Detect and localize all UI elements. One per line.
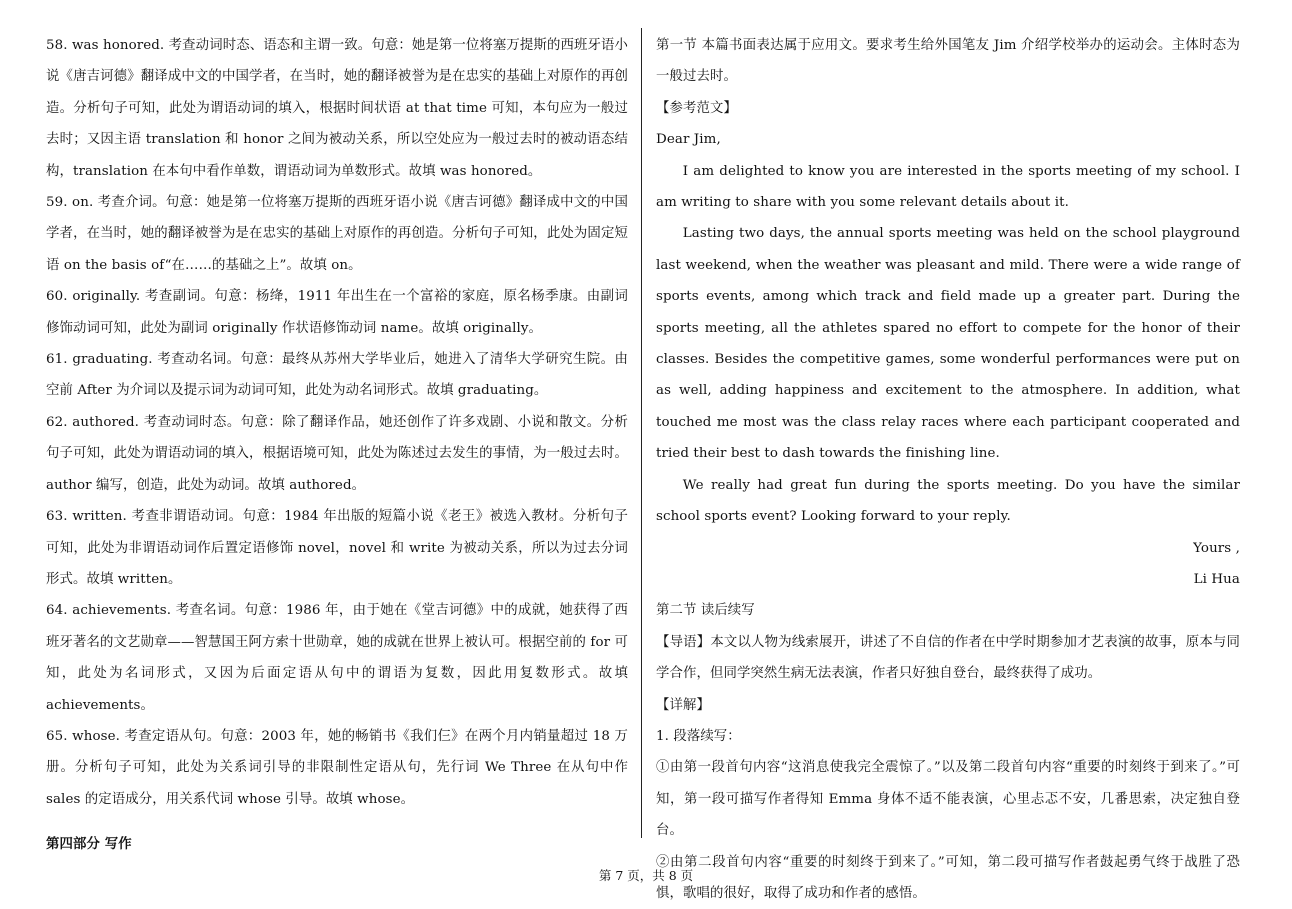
letter-closing: Yours , xyxy=(1193,540,1240,556)
detail-item-1: 1. 段落续写： xyxy=(656,728,741,744)
answer-63: 63. written. 考查非谓语动词。句意：1984 年出版的短篇小说《老王》被选入教材。分析句子可知，此处为非谓语动词作后置定语修饰 novel，novel 和 write 为被动关系，所以为过去分词形式。故填 written。 xyxy=(46,509,628,587)
detail-label: 【详解】 xyxy=(656,697,710,713)
answer-58: 58. was honored. 考查动词时态、语态和主谓一致。句意：她是第一位将塞万提斯的西班牙语小说《唐吉诃德》翻译成中文的中国学者，在当时，她的翻译被誉为是在忠实的基础上对原作的再创造。分析句子可知，此处为谓语动词的填入，根据时间状语 at that time 可知，本句应为一般过去时；又因主语 translation 和 honor 之间为被动关系，所以空处应为一般过去时的被动语态结构，translation 在本句中看作单数，谓语动词为单数形式。故填 was honored。 xyxy=(46,38,628,179)
section2-title: 第二节 读后续写 xyxy=(656,603,755,619)
page-footer: 第 7 页，共 8 页 xyxy=(598,868,694,883)
detail-point-2: ②由第二段首句内容“重要的时刻终于到来了。”可知，第二段可描写作者鼓起勇气终于战胜了恐惧，歌唱的很好，取得了成功和作者的感悟。 xyxy=(656,854,1240,901)
letter-paragraph-2: Lasting two days, the annual sports meeting was held on the school playground last weekend, when the weather was pleasant and mild. There were a wide range of sports events, among which track and field made up a greater part. During the sports meeting, all the athletes spared no effort to compete for the honor of their classes. Besides the competitive games, some wonderful performances were put on as well, adding happiness and excitement to the atmosphere. In addition, what touched me most was the class relay races where each participant cooperated and tried their best to dash towards the finishing line. xyxy=(656,226,1240,462)
column-divider xyxy=(641,28,642,838)
reference-label: 【参考范文】 xyxy=(656,100,737,116)
letter-paragraph-1: I am delighted to know you are interested in the sports meeting of my school. I am writing to share with you some relevant details about it. xyxy=(656,163,1240,211)
part4-heading: 第四部分 写作 xyxy=(46,836,132,853)
guide-text: 【导语】本文以人物为线索展开，讲述了不自信的作者在中学时期参加才艺表演的故事，原本与同学合作，但同学突然生病无法表演，作者只好独自登台，最终获得了成功。 xyxy=(656,634,1240,682)
right-column xyxy=(656,30,1240,909)
letter-salutation: Dear Jim, xyxy=(656,132,721,148)
answer-64: 64. achievements. 考查名词。句意：1986 年，由于她在《堂吉诃德》中的成就，她获得了西班牙著名的文艺勋章——智慧国王阿方索十世勋章，她的成就在世界上被认可。根据空前的 for 可知，此处为名词形式，又因为后面定语从句中的谓语为复数，因此用复数形式。故填 achievements。 xyxy=(46,603,628,713)
answer-59: 59. on. 考查介词。句意：她是第一位将塞万提斯的西班牙语小说《唐吉诃德》翻译成中文的中国学者，在当时，她的翻译被誉为是在忠实的基础上对原作的再创造。分析句子可知，此处为固定短语 on the basis of“在……的基础之上”。故填 on。 xyxy=(46,195,628,273)
left-column xyxy=(46,30,628,861)
section1-intro: 第一节 本篇书面表达属于应用文。要求考生给外国笔友 Jim 介绍学校举办的运动会。主体时态为一般过去时。 xyxy=(656,38,1240,85)
answer-60: 60. originally. 考查副词。句意：杨绛，1911 年出生在一个富裕的家庭，原名杨季康。由副词修饰动词可知，此处为副词 originally 作状语修饰动词 name。故填 originally。 xyxy=(46,289,628,336)
letter-signature: Li Hua xyxy=(1193,571,1240,587)
answer-65: 65. whose. 考查定语从句。句意：2003 年，她的畅销书《我们仨》在两个月内销量超过 18 万册。分析句子可知，此处为关系词引导的非限制性定语从句，先行词 We Three 在从句中作 sales 的定语成分，用关系代词 whose 引导。故填 whose。 xyxy=(46,728,628,807)
detail-point-1: ①由第一段首句内容“这消息使我完全震惊了。”以及第二段首句内容“重要的时刻终于到来了。”可知，第一段可描写作者得知 Emma 身体不适不能表演，心里忐忑不安，几番思索，决定独自登台。 xyxy=(656,760,1240,839)
answer-62: 62. authored. 考查动词时态。句意：除了翻译作品，她还创作了许多戏剧、小说和散文。分析句子可知，此处为谓语动词的填入，根据语境可知，此处为陈述过去发生的事情，为一般过去时。author 编写，创造，此处为动词。故填 authored。 xyxy=(46,414,628,493)
letter-paragraph-3: We really had great fun during the sports meeting. Do you have the similar school sports event? Looking forward to your reply. xyxy=(656,477,1240,525)
answer-61: 61. graduating. 考查动名词。句意：最终从苏州大学毕业后，她进入了清华大学研究生院。由空前 After 为介词以及提示词为动词可知，此处为动名词形式。故填 graduating。 xyxy=(46,352,628,399)
